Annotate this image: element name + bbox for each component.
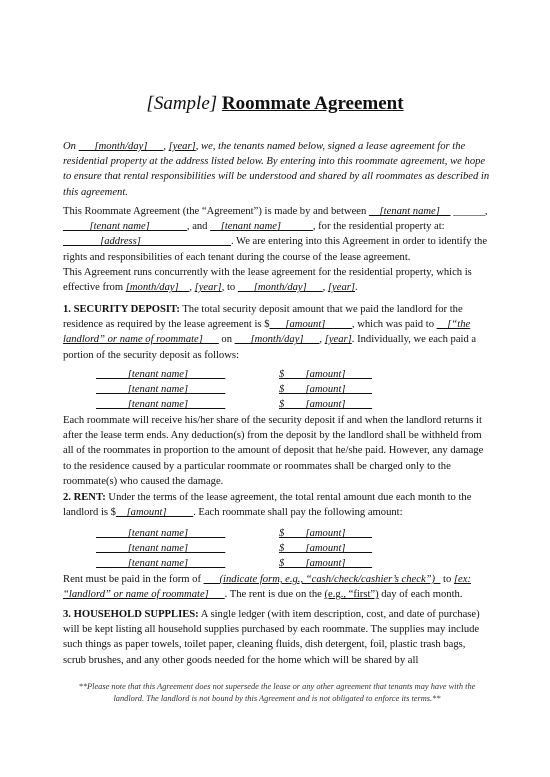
parties-paragraph bbox=[63, 204, 491, 265]
paragraph-text: This Agreement runs concurrently with the lease agreement for the residential property, which is effective from bbox=[63, 267, 472, 294]
year-blank: [year] bbox=[194, 282, 222, 294]
table-row bbox=[96, 526, 416, 541]
paragraph-text: to bbox=[440, 574, 454, 585]
paragraph-text: Rent must be paid in the form of bbox=[63, 574, 204, 585]
paragraph-text: , bbox=[319, 334, 325, 346]
table-row bbox=[96, 397, 416, 412]
intro-text: , we, the tenants named below, signed a lease agreement for the residential property at the address listed below. By entering into this roommate agreement, we hope to ensure that rental responsibilities will be understood and shared by all roommates as described in this agreement. bbox=[63, 141, 490, 198]
amount-blank: ___[amount]_____ bbox=[269, 319, 352, 331]
date-blank: [month/day]__ bbox=[125, 282, 190, 294]
deposit-shares-table bbox=[96, 367, 416, 413]
amount-blank: $____[amount]_____ bbox=[279, 399, 372, 411]
amount-blank: $____[amount]_____ bbox=[279, 384, 372, 396]
disclaimer-footer: **Please note that this Agreement does not supersede the lease or any other agreement that tenants may have with the landlord. The landlord is not bound by this Agreement and is not obligated to enforce its terms.** bbox=[78, 682, 476, 703]
tenant-name-blank: ______[tenant name]_______ bbox=[96, 369, 226, 380]
tenant-name-blank: ______[tenant name]_______ bbox=[96, 528, 226, 539]
paragraph-text: . Individually, we each paid a portion of the security deposit as follows: bbox=[63, 334, 477, 361]
amount-blank: $____[amount]_____ bbox=[279, 543, 372, 555]
term-paragraph bbox=[63, 265, 491, 295]
paragraph-text: , bbox=[322, 282, 328, 294]
year-blank: [year] bbox=[324, 334, 352, 346]
paragraph-text: A single ledger (with item description, cost, and date of purchase) will be kept listing all household supplies purchased by each roommate. The supplies may include such things as paper towels, toilet paper, cleaning fluids, dish detergent, foil, plastic trash bags, scrub brushes, and any other goods needed for the home which will be shared by all bbox=[63, 609, 480, 666]
paragraph-text: , for the residential property at: bbox=[312, 221, 445, 233]
intro-paragraph bbox=[63, 139, 491, 200]
table-row bbox=[96, 556, 416, 571]
title-sample: [Sample] bbox=[146, 93, 218, 114]
paragraph-text: , which was paid to bbox=[351, 319, 437, 331]
paragraph-text: The total security deposit amount that we paid the landlord for the residence as required by the lease agreement is $ bbox=[63, 304, 463, 331]
paragraph-text: , and bbox=[186, 221, 211, 233]
paragraph-text: . bbox=[355, 282, 358, 294]
table-row bbox=[96, 382, 416, 397]
paragraph-text: ______, bbox=[450, 206, 488, 217]
paragraph-text: . Each roommate shall pay the following amount: bbox=[193, 507, 403, 519]
tenant-name-blank: __[tenant name]__ bbox=[368, 206, 451, 217]
security-deposit-section bbox=[63, 302, 491, 363]
paragraph-text: , bbox=[189, 282, 195, 294]
title-main: Roommate Agreement bbox=[221, 93, 404, 114]
amount-blank: __[amount]_____ bbox=[115, 507, 194, 519]
tenant-name-blank: ______[tenant name]_______ bbox=[96, 384, 226, 396]
rent-payment-paragraph bbox=[63, 572, 491, 602]
amount-blank: $____[amount]_____ bbox=[279, 369, 372, 380]
year-blank: [year] bbox=[327, 282, 355, 294]
paragraph-text: Under the terms of the lease agreement, the total rental amount due each month to the landlord is $ bbox=[63, 492, 472, 519]
amount-blank: $____[amount]_____ bbox=[279, 528, 372, 539]
paragraph-text: on bbox=[218, 334, 235, 346]
address-blank: _______[address]_________________ bbox=[63, 236, 231, 248]
payment-form-blank: ___(indicate form, e.g., “cash/check/cashier’s check”)_ bbox=[203, 574, 441, 585]
household-supplies-section bbox=[63, 607, 491, 668]
date-blank: ___[month/day]___ bbox=[234, 334, 320, 346]
intro-text: On bbox=[63, 141, 79, 152]
tenant-name-blank: ______[tenant name]_______ bbox=[96, 558, 226, 570]
rent-shares-table bbox=[96, 526, 416, 572]
table-row bbox=[96, 367, 416, 382]
due-day-blank: (e.g., “first”) bbox=[324, 589, 379, 601]
amount-blank: $____[amount]_____ bbox=[279, 558, 372, 570]
payee-blank: __[“the landlord” or name of roommate]___ bbox=[63, 319, 471, 346]
section-heading: 2. RENT: bbox=[63, 492, 106, 503]
intro-year-blank: [year] bbox=[168, 141, 196, 152]
section-heading: 1. SECURITY DEPOSIT: bbox=[63, 304, 180, 315]
tenant-name-blank: __[tenant name]______ bbox=[210, 221, 313, 233]
paragraph-text: day of each month. bbox=[378, 589, 463, 601]
paragraph-text: This Roommate Agreement (the “Agreement”) is made by and between bbox=[63, 206, 369, 217]
deposit-return-paragraph: Each roommate will receive his/her share of the security deposit if and when the landlord returns it after the lease term ends. Any deduction(s) from the deposit by the landlord shall be withheld from all of the roommates in proportion to the amount of deposit that he/she paid. However, any damage to the residence caused by a particular roommate or roommates shall be charged only to the roommate(s) who caused the damage. bbox=[63, 415, 484, 487]
tenant-name-blank: ______[tenant name]_______ bbox=[96, 543, 226, 555]
rent-section bbox=[63, 490, 491, 520]
paragraph-text: . The rent is due on the bbox=[224, 589, 325, 601]
section-heading: 3. HOUSEHOLD SUPPLIES: bbox=[63, 609, 199, 620]
payee-blank: [ex: “landlord” or name of roommate]___ bbox=[63, 574, 471, 601]
tenant-name-blank: _____[tenant name]_______ bbox=[63, 221, 187, 233]
intro-text: , bbox=[163, 141, 169, 152]
table-row bbox=[96, 541, 416, 556]
tenant-name-blank: ______[tenant name]_______ bbox=[96, 399, 226, 411]
intro-date-blank: ___[month/day]___ bbox=[78, 141, 164, 152]
paragraph-text: . We are entering into this Agreement in order to identify the rights and responsibilities of each tenant during the course of the lease agreement. bbox=[63, 236, 488, 263]
paragraph-text: , to bbox=[221, 282, 238, 294]
page-title bbox=[0, 92, 550, 116]
date-blank: ___[month/day]___ bbox=[237, 282, 323, 294]
